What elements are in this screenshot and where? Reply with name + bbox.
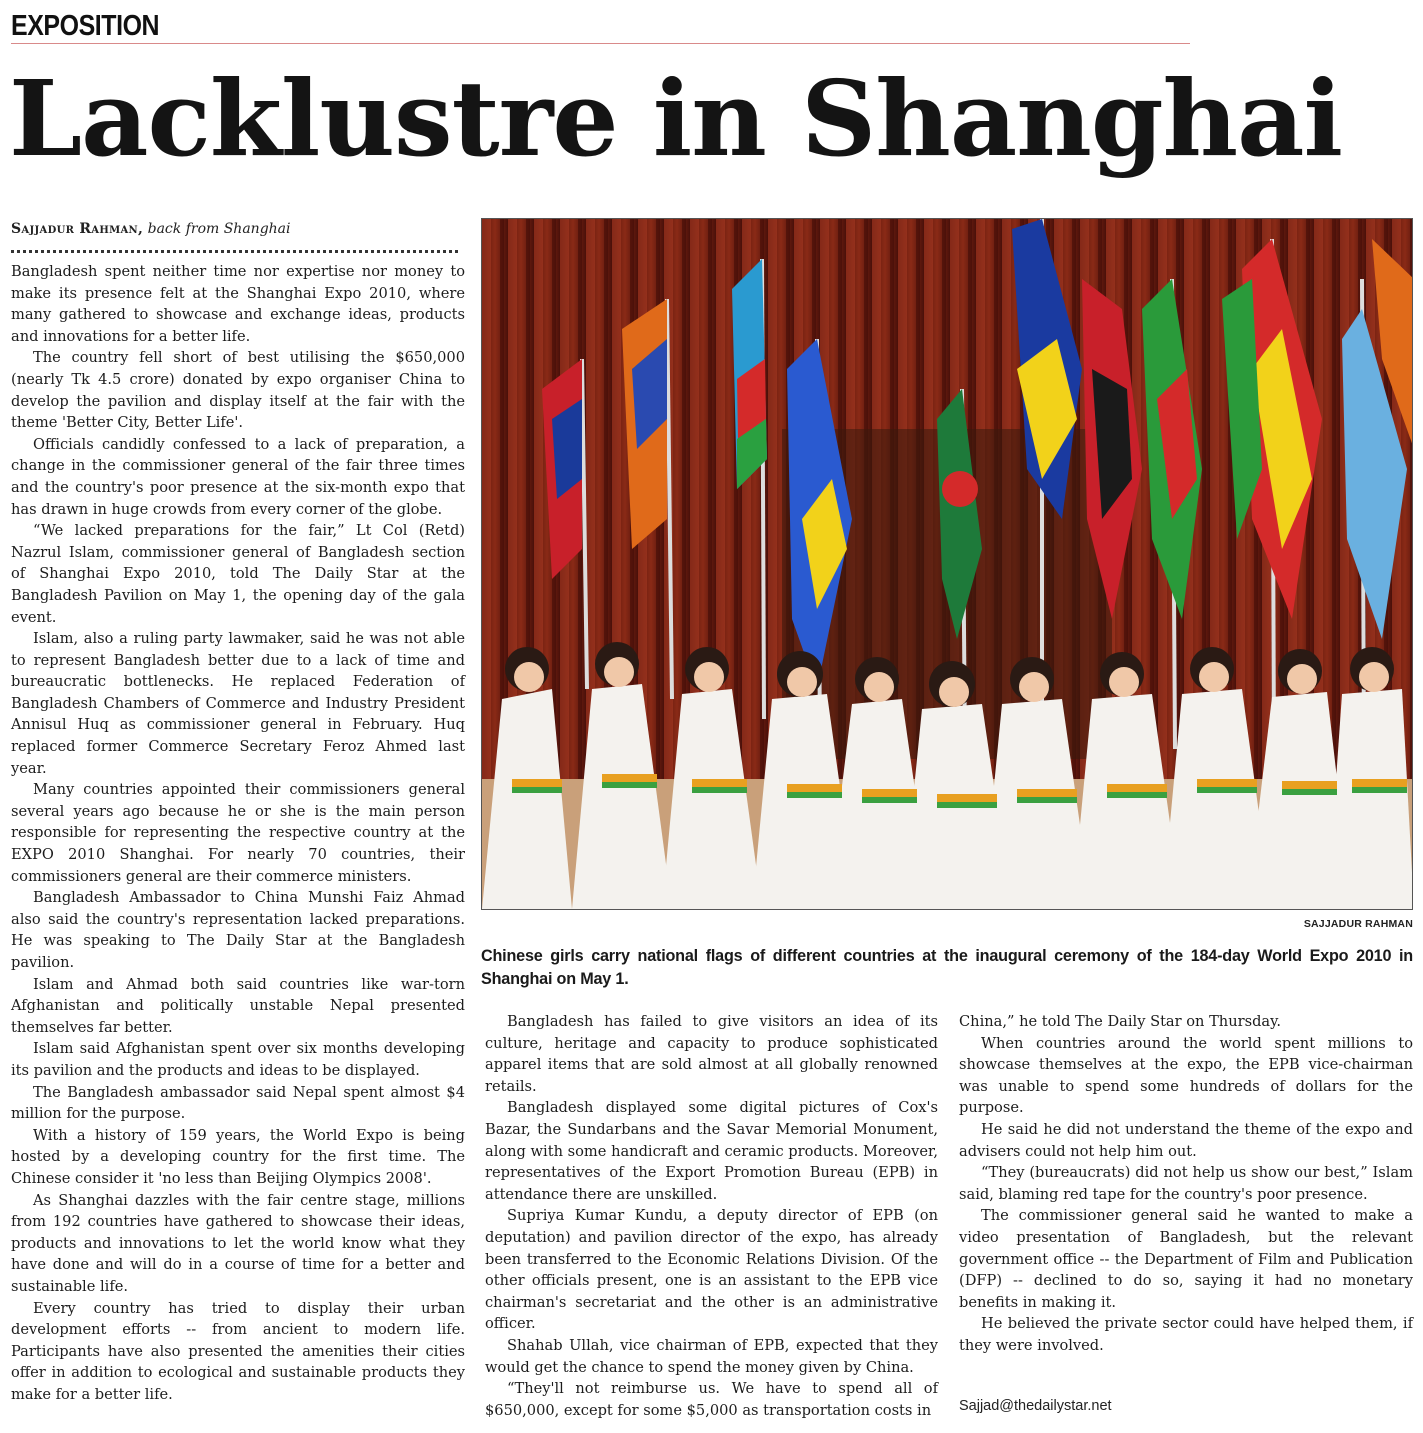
paragraph: Islam said Afghanistan spent over six months developing its pavilion and the products and ideas to be displayed. [11,1040,465,1079]
paragraph: Bangladesh displayed some digital pictures of Cox's Bazar, the Sundarbans and the Savar Memorial Monument, along with some handicraft and ceramic products. Moreover, representatives of the Export Promotion Bureau (EPB) in attendance there are unskilled. [485,1099,938,1203]
paragraph: Bangladesh spent neither time nor expertise nor money to make its presence felt at the Shanghai Expo 2010, where many gathered to showcase and exchange ideas, products and innovations for a better life. [11,263,465,345]
paragraph: China,” he told The Daily Star on Thursday. [959,1013,1282,1030]
paragraph: Officials candidly confessed to a lack of preparation, a change in the commissioner general of the fair three times and the country's poor presence at the six-month expo that has drawn in huge crowds from every corner of the globe. [11,435,465,518]
paragraph: When countries around the world spent millions to showcase themselves at the expo, the EPB vice-chairman was unable to spend some hundreds of dollars for the purpose. [959,1034,1413,1117]
paragraph: “They (bureaucrats) did not help us show our best,” Islam said, blaming red tape for the country's poor presence. [959,1164,1413,1203]
paragraph: Shahab Ullah, vice chairman of EPB, expected that they would get the chance to spend the money given by China. [485,1336,938,1376]
byline [11,221,291,237]
headline: Lacklustre in Shanghai [9,57,1343,180]
article-photo [481,218,1413,910]
paragraph: He said he did not understand the theme of the expo and advisers could not help him out. [959,1120,1413,1160]
byline-divider [11,250,458,253]
paragraph: Bangladesh Ambassador to China Munshi Faiz Ahmad also said the country's representation lacked preparations. He was speaking to The Daily Star at the Bangladesh pavilion. [11,889,465,971]
paragraph: The country fell short of best utilising the $650,000 (nearly Tk 4.5 crore) donated by expo organiser China to develop the pavilion and display itself at the fair with the theme 'Better City, Better Life'. [11,349,465,432]
paragraph: Supriya Kumar Kundu, a deputy director of EPB (on deputation) and pavilion director of the expo, has already been transferred to the Economic Relations Division. Of the other officials present, one is an assistant to the EPB vice chairman's secretariat and the other is an administrative officer. [485,1207,938,1333]
photo-caption: Chinese girls carry national flags of different countries at the inaugural ceremony of the 184-day World Expo 2010 in Shanghai on May 1. [481,947,1413,988]
paragraph: “They'll not reimburse us. We have to spend all of $650,000, except for some $5,000 as transportation costs in [485,1380,938,1419]
article-column-3 [959,1011,1413,1357]
paragraph: Every country has tried to display their urban development efforts -- from ancient to modern life. Participants have also presented the amenities their cities offer in addition to ecological and sustainable products they make for a better life. [11,1299,465,1403]
paragraph: With a history of 159 years, the World Expo is being hosted by a developing country for the first time. The Chinese consider it 'no less than Beijing Olympics 2008'. [11,1126,465,1187]
paragraph: He believed the private sector could have helped them, if they were involved. [959,1315,1413,1354]
paragraph: Many countries appointed their commissioners general several years ago because he or she is the main person responsible for representing the respective country at the EXPO 2010 Shanghai. For nearly 70 countries, their commissioners general are their commerce ministers. [11,781,465,885]
byline-location: back from Shanghai [147,221,291,237]
article-column-1 [11,261,465,1405]
paragraph: Islam and Ahmad both said countries like war-torn Afghanistan and politically unstable Nepal presented themselves far better. [11,975,465,1036]
flag-ceremony-illustration [482,219,1413,910]
paragraph: Bangladesh has failed to give visitors an idea of its culture, heritage and capacity to produce sophisticated apparel items that are sold almost at all globally renowned retails. [485,1013,938,1095]
article-column-2 [485,1011,938,1421]
section-label: EXPOSITION [11,10,160,42]
paragraph: The commissioner general said he wanted to make a video presentation of Bangladesh, but the relevant government office -- the Department of Film and Publication (DFP) -- declined to do so, saying it had no monetary benefits in making it. [959,1207,1413,1311]
paragraph: The Bangladesh ambassador said Nepal spent almost $4 million for the purpose. [11,1083,465,1123]
author-email[interactable]: Sajjad@thedailystar.net [959,1398,1112,1414]
paragraph: “We lacked preparations for the fair,” Lt Col (Retd) Nazrul Islam, commissioner general of Bangladesh section of Shanghai Expo 2010, told The Daily Star at the Bangladesh Pavilion on May 1, the opening day of the gala event. [11,522,465,626]
photo-credit: SAJJADUR RAHMAN [1303,918,1413,930]
paragraph: As Shanghai dazzles with the fair centre stage, millions from 192 countries have gathered to showcase their ideas, products and innovations to let the world know what they have done and will do in a course of time for a better and sustainable life. [11,1191,465,1295]
byline-author: Sajjadur Rahman, [11,221,144,237]
paragraph: Islam, also a ruling party lawmaker, said he was not able to represent Bangladesh better due to a lack of time and bureaucratic bottlenecks. He replaced Federation of Bangladesh Chambers of Commerce and Industry President Annisul Huq as commissioner general in February. Huq replaced former Commerce Secretary Feroz Ahmed last year. [11,630,465,777]
section-divider [11,43,1190,44]
